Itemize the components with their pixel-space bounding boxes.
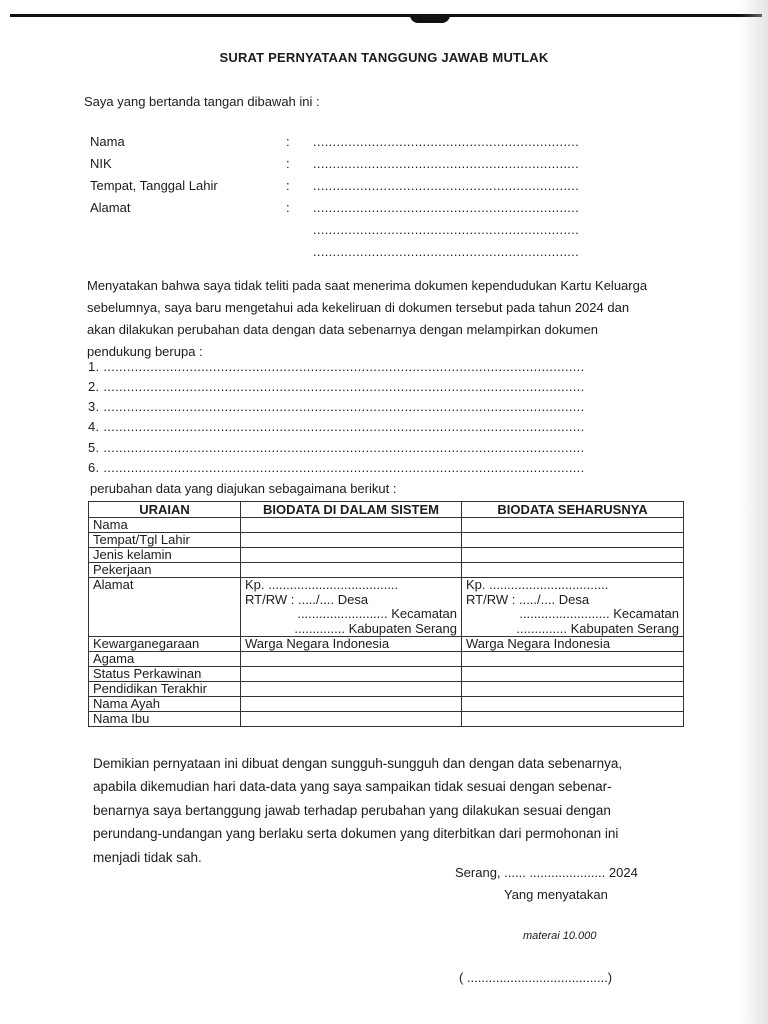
closing-line: apabila dikemudian hari data-data yang saya sampaikan tidak sesuai dengan sebenar- — [93, 779, 612, 794]
empty-cell — [462, 652, 684, 667]
biodata-table — [88, 501, 684, 727]
empty-cell — [462, 667, 684, 682]
table-row — [89, 682, 684, 697]
list-item: 6. ........................................................................................................................... — [88, 460, 585, 475]
closing-line: perundang-undangan yang berlaku serta dokumen yang diterbitkan dari permohonan ini — [93, 826, 619, 841]
empty-cell — [462, 712, 684, 727]
document-title: SURAT PERNYATAAN TANGGUNG JAWAB MUTLAK — [219, 50, 549, 65]
row-label: Agama — [89, 652, 241, 667]
table-header-row — [89, 502, 684, 518]
place-date: Serang, ...... ..................... 2024 — [455, 865, 638, 880]
empty-cell — [462, 548, 684, 563]
table-row — [89, 548, 684, 563]
field-label-alamat: Alamat — [90, 200, 131, 215]
list-item: 5. ........................................................................................................................... — [88, 440, 585, 455]
table-row — [89, 518, 684, 533]
scan-edge-shadow — [740, 0, 768, 1024]
empty-cell — [462, 518, 684, 533]
statement-line: akan dilakukan perubahan data dengan data sebenarnya dengan melampirkan dokumen — [87, 322, 598, 337]
signature-name-line: ( .......................................) — [459, 970, 613, 985]
table-row — [89, 563, 684, 578]
table-row — [89, 637, 684, 652]
address-system-cell — [241, 578, 462, 637]
address-line: RT/RW : ...../.... Desa — [245, 591, 369, 607]
field-blank-alamat-2: .................................................................... — [313, 222, 580, 237]
address-line: ......................... Kecamatan — [297, 606, 457, 621]
empty-cell — [462, 533, 684, 548]
field-blank-nama: .................................................................... — [313, 134, 580, 149]
empty-cell — [241, 682, 462, 697]
row-label: Kewarganegaraan — [89, 637, 241, 652]
empty-cell — [462, 682, 684, 697]
scan-top-notch — [410, 15, 450, 23]
scan-top-border — [10, 14, 762, 17]
statement-line: sebelumnya, saya baru mengetahui ada kekeliruan di dokumen tersebut pada tahun 2024 dan — [87, 300, 630, 315]
row-label: Jenis kelamin — [89, 548, 241, 563]
field-blank-ttl: .................................................................... — [313, 178, 580, 193]
field-label-ttl: Tempat, Tanggal Lahir — [90, 178, 218, 193]
empty-cell — [462, 697, 684, 712]
field-colon: : — [286, 178, 290, 193]
stamp-note: materai 10.000 — [523, 930, 597, 942]
address-line: RT/RW : ...../.... Desa — [466, 591, 590, 607]
list-item: 2. ........................................................................................................................... — [88, 379, 585, 394]
citizenship-correct: Warga Negara Indonesia — [462, 637, 684, 652]
empty-cell — [462, 563, 684, 578]
address-line: Kp. .................................... — [245, 577, 399, 592]
empty-cell — [241, 518, 462, 533]
address-line: Kp. ................................. — [466, 577, 609, 592]
closing-line: benarnya saya bertanggung jawab terhadap perubahan yang dilakukan sesuai dengan — [93, 803, 611, 818]
row-label: Pendidikan Terakhir — [89, 682, 241, 697]
field-label-nama: Nama — [90, 134, 125, 149]
address-line: .............. Kabupaten Serang — [294, 620, 457, 636]
field-blank-alamat: .................................................................... — [313, 200, 580, 215]
column-header-uraian: URAIAN — [89, 502, 241, 518]
column-header-correct: BIODATA SEHARUSNYA — [462, 502, 684, 518]
closing-line: menjadi tidak sah. — [93, 850, 202, 865]
field-colon: : — [286, 156, 290, 171]
empty-cell — [241, 563, 462, 578]
row-label: Status Perkawinan — [89, 667, 241, 682]
address-correct-cell — [462, 578, 684, 637]
row-label: Nama — [89, 518, 241, 533]
empty-cell — [241, 697, 462, 712]
table-row — [89, 697, 684, 712]
list-item: 1. ........................................................................................................................... — [88, 359, 585, 374]
table-row — [89, 652, 684, 667]
address-line: ......................... Kecamatan — [519, 606, 679, 621]
field-blank-alamat-3: .................................................................... — [313, 244, 580, 259]
citizenship-system: Warga Negara Indonesia — [241, 637, 462, 652]
table-row — [89, 712, 684, 727]
field-label-nik: NIK — [90, 156, 112, 171]
empty-cell — [241, 652, 462, 667]
column-header-system: BIODATA DI DALAM SISTEM — [241, 502, 462, 518]
closing-line: Demikian pernyataan ini dibuat dengan sungguh-sungguh dan dengan data sebenarnya, — [93, 756, 623, 771]
changes-intro: perubahan data yang diajukan sebagaimana berikut : — [90, 481, 397, 496]
field-blank-nik: .................................................................... — [313, 156, 580, 171]
table-row-address — [89, 578, 684, 637]
row-label: Nama Ibu — [89, 712, 241, 727]
statement-line: pendukung berupa : — [87, 344, 203, 359]
statement-line: Menyatakan bahwa saya tidak teliti pada saat menerima dokumen kependudukan Kartu Keluarga — [87, 278, 648, 293]
empty-cell — [241, 712, 462, 727]
field-colon: : — [286, 134, 290, 149]
empty-cell — [241, 548, 462, 563]
row-label: Pekerjaan — [89, 563, 241, 578]
table-row — [89, 667, 684, 682]
intro-text: Saya yang bertanda tangan dibawah ini : — [84, 94, 320, 109]
table-row — [89, 533, 684, 548]
row-label: Nama Ayah — [89, 697, 241, 712]
list-item: 4. ........................................................................................................................... — [88, 419, 585, 434]
row-label: Tempat/Tgl Lahir — [89, 533, 241, 548]
declarant-label: Yang menyatakan — [504, 887, 608, 902]
address-line: .............. Kabupaten Serang — [516, 620, 679, 636]
empty-cell — [241, 667, 462, 682]
row-label: Alamat — [89, 578, 241, 637]
field-colon: : — [286, 200, 290, 215]
list-item: 3. ........................................................................................................................... — [88, 399, 585, 414]
empty-cell — [241, 533, 462, 548]
